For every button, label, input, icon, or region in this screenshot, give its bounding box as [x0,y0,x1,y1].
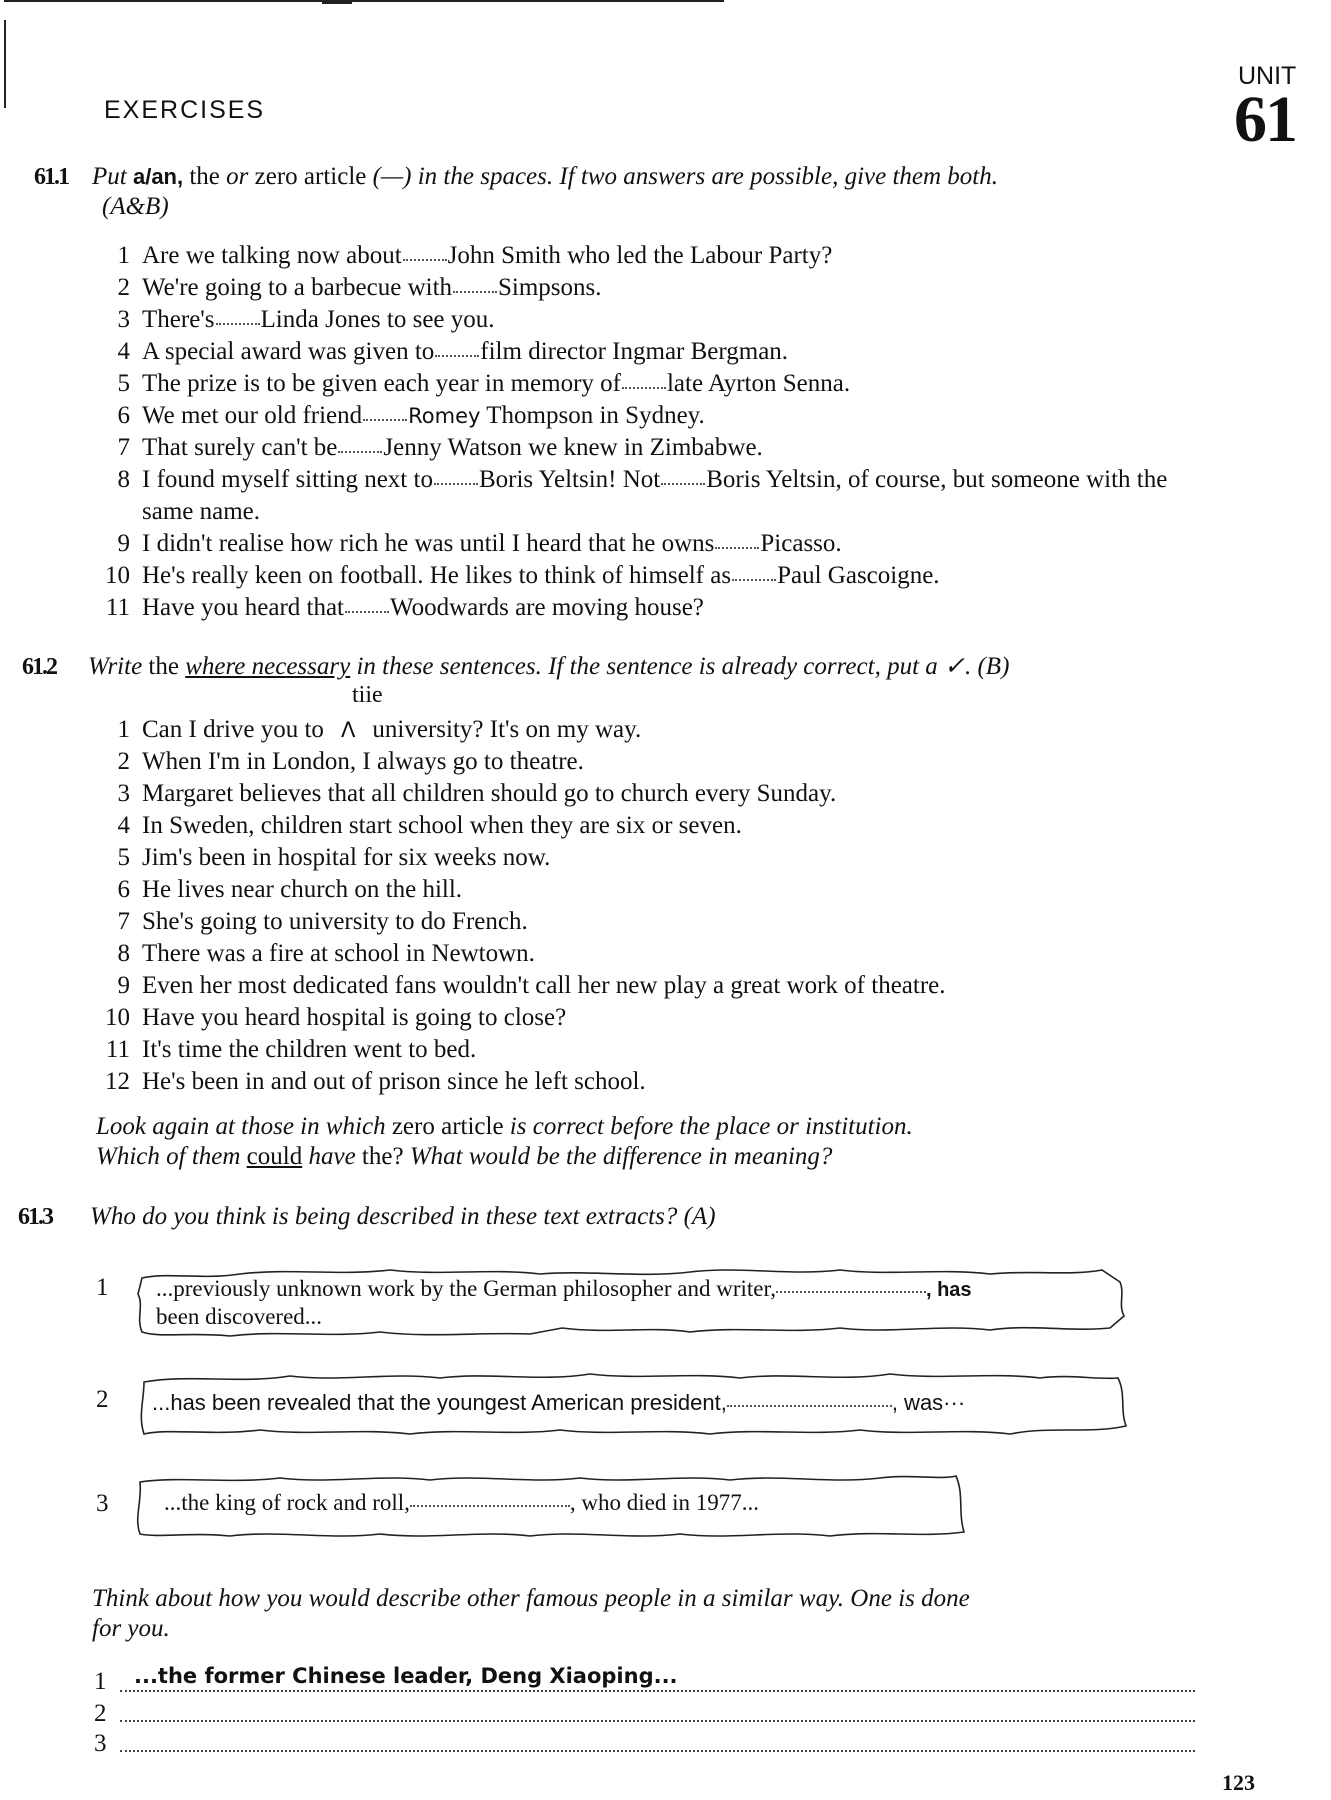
answer-blank[interactable] [622,387,666,389]
list-item: 2 We're going to a barbecue with Simpsons. [117,274,602,301]
list-item: 8 There was a fire at school in Newtown. [117,940,535,967]
list-item: 1 Are we talking now about John Smith who led the Labour Party? [117,242,833,269]
list-item: 7 She's going to university to do French. [117,908,528,935]
answer-blank[interactable] [715,547,759,549]
caret-mark: Λ [340,718,356,742]
answer-number: 2 [94,1700,107,1727]
text-extract-2: ...has been revealed that the youngest American president, , was··· [130,1364,1130,1444]
answer-blank[interactable] [345,611,389,613]
list-item: 4 A special award was given to film director Ingmar Bergman. [117,338,789,365]
answer-blank[interactable] [661,483,705,485]
answer-blank[interactable] [776,1291,926,1293]
answer-line-1[interactable] [120,1690,1195,1692]
answer-line-3[interactable] [120,1750,1195,1752]
unit-number: 61 [1234,83,1296,156]
handwritten-answer: Romey [408,404,481,428]
list-item: 9 I didn't realise how rich he was until I heard that he owns Picasso. [117,530,842,557]
exercise-number-61-3: 61.3 [18,1204,52,1230]
text-extract-3: ...the king of rock and roll, , who died in 1977... [130,1462,970,1548]
list-item: 5 The prize is to be given each year in memory of late Ayrton Senna. [117,370,851,397]
answer-blank[interactable] [363,419,407,421]
answer-blank[interactable] [410,1505,570,1507]
answer-blank[interactable] [732,579,776,581]
extract-number: 2 [96,1386,109,1413]
exercise-61-2-instructions: Write the where necessary in these sentences. If the sentence is already correct, put a ✓. (B) [88,653,1010,680]
handwritten-answer: ...the former Chinese leader, Deng Xiaoping... [134,1664,678,1688]
list-item: 4 In Sweden, children start school when they are six or seven. [117,812,742,839]
section-title: EXERCISES [104,96,266,124]
list-item: 7 That surely can't be Jenny Watson we knew in Zimbabwe. [117,434,763,461]
list-item: 3 There's Linda Jones to see you. [117,306,495,333]
extract-number: 1 [96,1274,109,1301]
exercise-61-1-instructions: Put a/an, the or zero article (—) in the spaces. If two answers are possible, give them both. (A&B) [92,163,998,220]
exercise-61-2-followup: Look again at those in which zero article is correct before the place or institution. Which of them could have the? What would be the difference in meaning? [96,1113,913,1170]
extract-number: 3 [96,1490,109,1517]
answer-blank[interactable] [338,451,382,453]
list-item: 10 He's really keen on football. He likes to think of himself as Paul Gascoigne. [105,562,940,589]
exercise-61-1-list [104,240,1254,624]
list-item: 10 Have you heard hospital is going to close? [105,1004,567,1031]
list-item: 11 Have you heard that Woodwards are moving house? [105,594,704,621]
exercise-61-3-instructions: Who do you think is being described in these text extracts? (A) [90,1203,716,1230]
list-item: 6 We met our old friend Romey Thompson in Sydney. [117,402,705,429]
page-corner-rule [4,0,724,2]
list-item: 9 Even her most dedicated fans wouldn't call her new play a great work of theatre. [117,972,946,999]
exercise-number-61-2: 61.2 [22,654,56,680]
answer-blank[interactable] [435,355,479,357]
page-corner-tick [322,0,352,4]
page-number: 123 [1222,1770,1255,1795]
exercise-number-61-1: 61.1 [34,164,68,190]
list-item: 11 It's time the children went to bed. [105,1036,477,1063]
answer-number: 3 [94,1730,107,1757]
list-item: 3 Margaret believes that all children should go to church every Sunday. [117,780,837,807]
list-item: 1 Can I drive you to Λ university? It's on my way. [104,714,1254,746]
answer-blank[interactable] [727,1405,892,1407]
answer-blank[interactable] [434,483,478,485]
answer-blank[interactable] [403,259,447,261]
list-item: 12 He's been in and out of prison since he left school. [105,1068,646,1095]
answer-number: 1 [94,1668,107,1695]
handwritten-note: tiie [352,682,383,708]
answer-line-2[interactable] [120,1720,1195,1722]
exercise-61-3-followup: Think about how you would describe other famous people in a similar way. One is done for you. [92,1585,970,1642]
unit-label: UNIT [1238,62,1297,90]
list-item: 2 When I'm in London, I always go to theatre. [117,748,584,775]
list-item: 8 I found myself sitting next to Boris Yeltsin! Not Boris Yeltsin, of course, but someone with the same name. [117,466,1168,525]
page-corner-mark [4,20,6,108]
list-item: 5 Jim's been in hospital for six weeks now. [117,844,551,871]
answer-blank[interactable] [453,291,497,293]
list-item: 6 He lives near church on the hill. [117,876,463,903]
exercise-61-2-list [104,714,1254,1098]
text-extract-1: ...previously unknown work by the German philosopher and writer, , has been discovered... [130,1252,1130,1342]
answer-blank[interactable] [216,323,260,325]
